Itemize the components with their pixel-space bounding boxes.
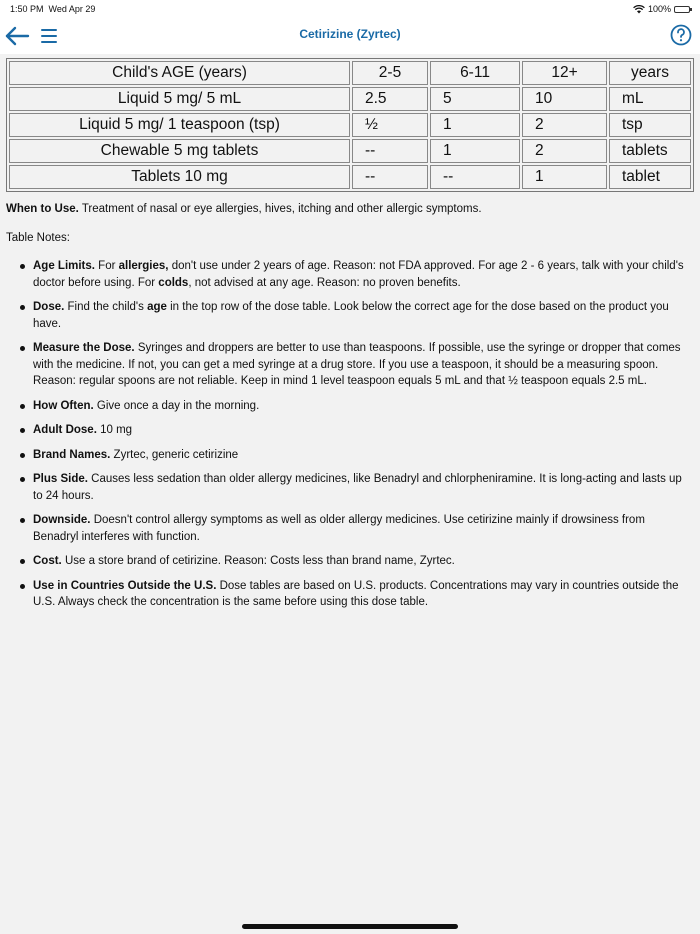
- list-item: [6, 553, 692, 570]
- page-title: Cetirizine (Zyrtec): [299, 27, 401, 41]
- dose-table: [6, 58, 694, 192]
- table-cell: Liquid 5 mg/ 5 mL: [9, 87, 350, 111]
- note-text: in the top row of the dose table. Look below the correct age for the dose based on the product you have.: [33, 301, 669, 330]
- battery-icon: [674, 6, 690, 13]
- table-header-cell: years: [609, 61, 691, 85]
- note-text: Syringes and droppers are better to use than teaspoons. If possible, use the syringe or dropper that comes with the medicine. If not, you can get a med syringe at a drug store. If you use a teaspoon, it should be a measuring spoon. Reason: regular spoons are not reliable. Keep in mind 1 level teaspoon equals 5 mL and that ½ teaspoon equals 2.5 mL.: [33, 342, 681, 387]
- note-text: , not advised at any age. Reason: no proven benefits.: [188, 276, 461, 289]
- table-header-cell: Child's AGE (years): [9, 61, 350, 85]
- table-cell: Tablets 10 mg: [9, 165, 350, 189]
- home-indicator[interactable]: [242, 924, 458, 929]
- list-item: [6, 398, 692, 415]
- note-label: Plus Side.: [33, 473, 88, 485]
- note-text: Find the child's: [64, 301, 148, 313]
- status-bar: [0, 0, 700, 18]
- table-cell: --: [352, 139, 428, 163]
- status-date: Wed Apr 29: [48, 4, 96, 14]
- note-text: Use a store brand of cetirizine. Reason: Costs less than brand name, Zyrtec.: [61, 555, 455, 567]
- when-to-use-text: Treatment of nasal or eye allergies, hives, itching and other allergic symptoms.: [78, 203, 482, 215]
- table-cell: tsp: [609, 113, 691, 137]
- note-label: Use in Countries Outside the U.S.: [33, 579, 217, 592]
- note-label: Measure the Dose.: [33, 342, 135, 354]
- wifi-icon: [633, 5, 645, 14]
- note-label: Age Limits.: [33, 260, 95, 272]
- table-cell: tablet: [609, 165, 691, 189]
- nav-bar: [0, 18, 700, 54]
- table-cell: 2.5: [352, 87, 428, 111]
- note-label: Downside.: [33, 514, 91, 526]
- list-item: [6, 578, 692, 611]
- table-row: [9, 87, 691, 111]
- table-cell: mL: [609, 87, 691, 111]
- table-cell: 1: [430, 139, 520, 163]
- table-row: [9, 139, 691, 163]
- table-cell: --: [352, 165, 428, 189]
- list-item: [6, 471, 692, 504]
- note-text: Dose tables are based on U.S. products. Concentrations may vary in countries outside the U.S. Always check the concentration is the same before using this dose table.: [33, 579, 679, 608]
- table-cell: 2: [522, 139, 607, 163]
- note-text: Doesn't control allergy symptoms as well as older allergy medicines. Use cetirizine mainly if drowsiness from Benadryl interferes with function.: [33, 514, 645, 543]
- list-item: [6, 340, 692, 390]
- note-text: Zyrtec, generic cetirizine: [110, 448, 239, 461]
- table-notes-heading: Table Notes:: [6, 232, 70, 244]
- note-label: Brand Names.: [33, 448, 111, 461]
- note-text: 10 mg: [96, 424, 133, 436]
- table-cell: Chewable 5 mg tablets: [9, 139, 350, 163]
- note-label: How Often.: [33, 399, 94, 412]
- content-area: [0, 54, 700, 934]
- status-clock: 1:50 PM: [10, 4, 44, 14]
- list-item: [6, 422, 692, 439]
- table-cell: ½: [352, 113, 428, 137]
- help-icon[interactable]: [670, 24, 692, 46]
- table-row: [9, 165, 691, 189]
- status-indicators: [633, 4, 690, 14]
- table-cell: 2: [522, 113, 607, 137]
- status-time: [10, 4, 95, 14]
- list-item: [6, 299, 692, 332]
- table-row: [9, 113, 691, 137]
- table-cell: Liquid 5 mg/ 1 teaspoon (tsp): [9, 113, 350, 137]
- list-item: [6, 447, 692, 464]
- note-emphasis: age: [147, 301, 167, 313]
- when-to-use-label: When to Use.: [6, 203, 79, 215]
- table-header-cell: 2-5: [352, 61, 428, 85]
- note-emphasis: colds: [158, 276, 189, 289]
- battery-percent: 100%: [647, 4, 671, 14]
- note-text: For: [94, 260, 119, 272]
- table-cell: --: [430, 165, 520, 189]
- note-text: don't use under 2 years of age. Reason: not FDA approved. For age 2 - 6 years, talk with your child's doctor before using. For: [33, 260, 684, 289]
- list-item: [6, 258, 692, 291]
- table-cell: 10: [522, 87, 607, 111]
- note-label: Dose.: [33, 301, 65, 313]
- note-text: Causes less sedation than older allergy medicines, like Benadryl and chlorpheniramine. It is long-acting and lasts up to 24 hours.: [33, 473, 682, 502]
- when-to-use: [6, 201, 692, 217]
- table-cell: 1: [430, 113, 520, 137]
- note-label: Adult Dose.: [33, 424, 97, 436]
- table-header-cell: 6-11: [430, 61, 520, 85]
- table-cell: 5: [430, 87, 520, 111]
- note-text: Give once a day in the morning.: [93, 399, 260, 412]
- dose-table-header-row: [9, 61, 691, 85]
- note-emphasis: allergies,: [118, 260, 169, 272]
- table-header-cell: 12+: [522, 61, 607, 85]
- table-notes-list: [6, 250, 692, 618]
- table-cell: tablets: [609, 139, 691, 163]
- table-cell: 1: [522, 165, 607, 189]
- list-item: [6, 512, 692, 545]
- note-label: Cost.: [33, 555, 62, 567]
